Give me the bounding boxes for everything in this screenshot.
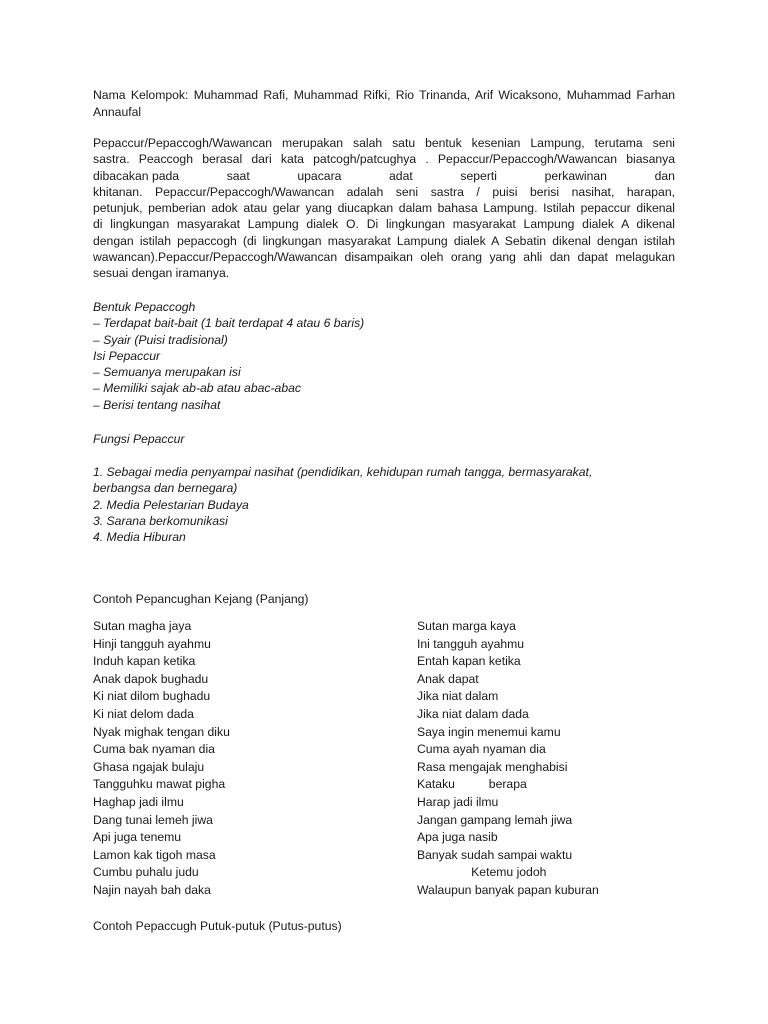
intro-word: seperti <box>460 168 497 183</box>
poem-line-lampung: Anak dapok bughadu <box>93 671 209 686</box>
poem-line-lampung: Tangguhku mawat pigha <box>93 777 226 792</box>
intro-line: petunjuk, pemberian adok atau gelar yang diucapkan dalam bahasa Lampung. Istilah pepaccur dikenal <box>93 201 675 216</box>
poem-line-indonesian: Cuma ayah nyaman dia <box>417 742 546 757</box>
fungsi-item: berbangsa dan bernegara) <box>93 481 238 496</box>
poem-line-indonesian: Jangan gampang lemah jiwa <box>417 812 573 827</box>
intro-line: khitanan. Pepaccur/Pepaccogh/Wawancan adalah seni sastra / puisi berisi nasihat, harapan, <box>93 184 675 199</box>
intro-word: dibacakan pada <box>93 168 180 183</box>
bentuk-line: Bentuk Pepaccogh <box>93 300 196 314</box>
poem-line-indonesian: Jika niat dalam <box>417 689 499 704</box>
intro-word: perkawinan <box>544 168 607 183</box>
fungsi-title: Fungsi Pepaccur <box>93 432 185 446</box>
intro-line: Pepaccur/Pepaccogh/Wawancan merupakan salah satu bentuk kesenian Lampung, terutama seni <box>93 136 675 150</box>
bentuk-line: – Terdapat bait-bait (1 bait terdapat 4 atau 6 baris) <box>93 316 365 331</box>
poem-line-indonesian: Ini tangguh ayahmu <box>417 636 525 651</box>
poem-line-lampung: Najin nayah bah daka <box>93 882 211 897</box>
poem-line-lampung: Induh kapan ketika <box>93 654 196 669</box>
poem-line-lampung: Nyak mighak tengan diku <box>93 724 230 739</box>
poem-line-lampung: Cuma bak nyaman dia <box>93 742 215 757</box>
poem-line-indonesian: Apa juga nasib <box>417 830 498 845</box>
poem-lampung-column <box>93 618 393 900</box>
contoh-putuk-title: Contoh Pepaccugh Putuk-putuk (Putus-putus) <box>93 919 342 933</box>
fungsi-list <box>93 464 675 545</box>
bentuk-line: – Berisi tentang nasihat <box>93 397 221 412</box>
intro-word: dan <box>654 168 675 183</box>
poem-line-indonesian: Ketemu jodoh <box>417 865 547 880</box>
intro-line <box>93 168 675 184</box>
fungsi-item: 3. Sarana berkomunikasi <box>93 513 228 528</box>
poem-line-indonesian: Walaupun banyak papan kuburan <box>417 882 599 897</box>
poem-line-indonesian: Saya ingin menemui kamu <box>417 724 561 739</box>
poem-line-lampung: Ki niat dilom bughadu <box>93 689 211 704</box>
poem-line-lampung: Haghap jadi ilmu <box>93 794 184 809</box>
bentuk-line: – Syair (Puisi tradisional) <box>93 332 228 347</box>
poem-line-indonesian: Rasa mengajak menghabisi <box>417 759 568 774</box>
poem-line-lampung: Api juga tenemu <box>93 830 182 845</box>
intro-line: dengan istilah pepaccogh (di lingkungan masyarakat Lampung dialek A Sebatin dikenal dengan istilah <box>93 233 675 248</box>
contoh-kejang-title: Contoh Pepancughan Kejang (Panjang) <box>93 592 309 606</box>
intro-word: saat <box>226 168 250 183</box>
bentuk-line: Isi Pepaccur <box>93 348 161 363</box>
fungsi-item: 2. Media Pelestarian Budaya <box>93 497 249 512</box>
poem-line-indonesian: Banyak sudah sampai waktu <box>417 847 573 862</box>
intro-line: di lingkungan masyarakat Lampung dialek O. Di lingkungan masyarakat Lampung dialek A dikenal <box>93 217 675 232</box>
fungsi-item: 4. Media Hiburan <box>93 530 186 545</box>
poem-indonesian-column <box>417 618 697 900</box>
poem-line-lampung: Ki niat delom dada <box>93 706 194 721</box>
group-members: Nama Kelompok: Muhammad Rafi, Muhammad Rifki, Rio Trinanda, Arif Wicaksono, Muhammad Farhan Annaufal <box>93 88 675 119</box>
poem-line-lampung: Hinji tangguh ayahmu <box>93 636 211 651</box>
intro-word: upacara <box>297 168 342 183</box>
intro-line: sastra. Peaccogh berasal dari kata patcogh/patcughya . Pepaccur/Pepaccogh/Wawancan biasanya <box>93 152 675 167</box>
poem-line-lampung: Sutan magha jaya <box>93 619 192 633</box>
intro-word: adat <box>389 168 413 183</box>
fungsi-item: 1. Sebagai media penyampai nasihat (pendidikan, kehidupan rumah tangga, bermasyarakat, <box>93 465 593 479</box>
intro-line: wawancan).Pepaccur/Pepaccogh/Wawancan disampaikan oleh orang yang ahli dan dapat melagukan <box>93 250 675 265</box>
poem-line-indonesian: Entah kapan ketika <box>417 654 521 669</box>
intro-line: sesuai dengan iramanya. <box>93 266 230 281</box>
bentuk-line: – Semuanya merupakan isi <box>93 365 241 380</box>
poem-line-lampung: Cumbu puhalu judu <box>93 865 199 880</box>
bentuk-section <box>93 299 675 413</box>
bentuk-line: – Memiliki sajak ab-ab atau abac-abac <box>93 381 301 396</box>
poem-line-lampung: Ghasa ngajak bulaju <box>93 759 205 774</box>
poem-line-indonesian: Sutan marga kaya <box>417 619 516 633</box>
poem-line-lampung: Lamon kak tigoh masa <box>93 847 216 862</box>
poem-line-lampung: Dang tunai lemeh jiwa <box>93 812 213 827</box>
poem-line-indonesian: Jika niat dalam dada <box>417 706 529 721</box>
poem-line-indonesian: Anak dapat <box>417 671 479 686</box>
intro-paragraph <box>93 135 675 282</box>
poem-line-indonesian: Harap jadi ilmu <box>417 794 499 809</box>
poem-line-indonesian: Kataku berapa <box>417 777 527 792</box>
